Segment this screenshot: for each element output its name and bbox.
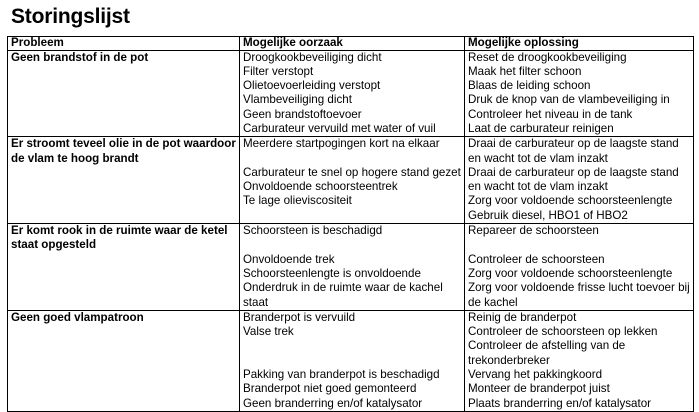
cause-item: Pakking van branderpot is beschadigd (243, 368, 440, 382)
cause-item: Filter verstopt (243, 64, 314, 78)
solution-item: Gebruik diesel, HBO1 of HBO2 (468, 208, 628, 222)
cause-item: Te lage olieviscositeit (243, 194, 352, 208)
problem-cell: Geen goed vlampatroon (8, 310, 240, 411)
solution-item: Druk de knop van de vlambeveiliging in (468, 93, 670, 107)
solution-cell (465, 137, 694, 224)
solution-item: Laat de carburateur reinigen (468, 121, 614, 135)
cause-item: Carburateur vervuild met water of vuil (243, 121, 436, 135)
cause-item: Onderdruk in de ruimte waar de kachel staat (243, 281, 443, 309)
table-row (8, 224, 694, 311)
solution-item: Controleer de afstelling van de trekonderbreker (468, 339, 626, 367)
cause-item (243, 152, 461, 166)
header-problem: Probleem (8, 37, 240, 51)
cause-cell (240, 50, 465, 137)
solution-item: Controleer de schoorsteen op lekken (468, 325, 658, 339)
solution-item: Vervang het pakkingkoord (468, 368, 603, 382)
solution-item: Zorg voor voldoende schoorsteenlengte (468, 194, 673, 208)
solution-item: Reinig de branderpot (468, 310, 577, 324)
cause-item: Carburateur te snel op hogere stand gezet (243, 165, 461, 179)
solution-item: Controleer de schoorsteen (468, 252, 605, 266)
solution-item: Reset de droogkookbeveiliging (468, 50, 627, 64)
cause-item: Schoorsteen is beschadigd (243, 224, 383, 238)
table-header-row (8, 37, 694, 51)
cause-item (243, 354, 461, 368)
cause-item (243, 339, 461, 353)
header-cause: Mogelijke oorzaak (240, 37, 465, 51)
solution-item: Plaats branderring en/of katalysator (468, 396, 652, 410)
cause-item: Onvoldoende schoorsteentrek (243, 180, 398, 194)
cause-cell (240, 310, 465, 411)
solution-cell (465, 50, 694, 137)
solution-item: Draai de carburateur op de laagste stand en wacht tot de vlam inzakt (468, 165, 679, 194)
cause-item: Olietoevoerleiding verstopt (243, 79, 381, 93)
solution-item: Blaas de leiding schoon (468, 79, 591, 93)
cause-item (243, 238, 461, 252)
table-row (8, 310, 694, 411)
cause-cell (240, 137, 465, 224)
solution-cell (465, 224, 694, 311)
solution-item: Controleer het niveau in de tank (468, 107, 633, 121)
troubleshooting-table (7, 36, 694, 412)
solution-cell (465, 310, 694, 411)
solution-item: Monteer de branderpot juist (468, 382, 610, 396)
solution-item: Maak het filter schoon (468, 64, 582, 78)
cause-item: Branderpot niet goed gemonteerd (243, 382, 417, 396)
solution-item (468, 238, 690, 252)
cause-item: Meerdere startpogingen kort na elkaar (243, 137, 440, 151)
page-title: Storingslijst (11, 5, 130, 28)
cause-item: Valse trek (243, 325, 294, 339)
table-row (8, 137, 694, 224)
cause-item: Geen brandstoftoevoer (243, 107, 362, 121)
header-solution: Mogelijke oplossing (465, 37, 694, 51)
solution-item: Repareer de schoorsteen (468, 224, 599, 238)
cause-item: Schoorsteenlengte is onvoldoende (243, 266, 421, 280)
cause-item: Vlambeveiliging dicht (243, 93, 352, 107)
solution-item: Zorg voor voldoende schoorsteenlengte (468, 266, 673, 280)
solution-item: Draai de carburateur op de laagste stand en wacht tot de vlam inzakt (468, 137, 679, 165)
solution-item: Zorg voor voldoende frisse lucht toevoer bij de kachel (468, 281, 690, 309)
problem-cell: Er komt rook in de ruimte waar de ketel staat opgesteld (8, 224, 240, 311)
cause-cell (240, 224, 465, 311)
cause-item: Branderpot is vervuild (243, 310, 356, 324)
cause-item: Geen branderring en/of katalysator (243, 396, 423, 410)
problem-cell: Geen brandstof in de pot (8, 50, 240, 137)
problem-cell: Er stroomt teveel olie in de pot waardoor de vlam te hoog brandt (8, 137, 240, 224)
cause-item: Onvoldoende trek (243, 252, 335, 266)
cause-item: Droogkookbeveiliging dicht (243, 50, 382, 64)
table-row (8, 50, 694, 137)
